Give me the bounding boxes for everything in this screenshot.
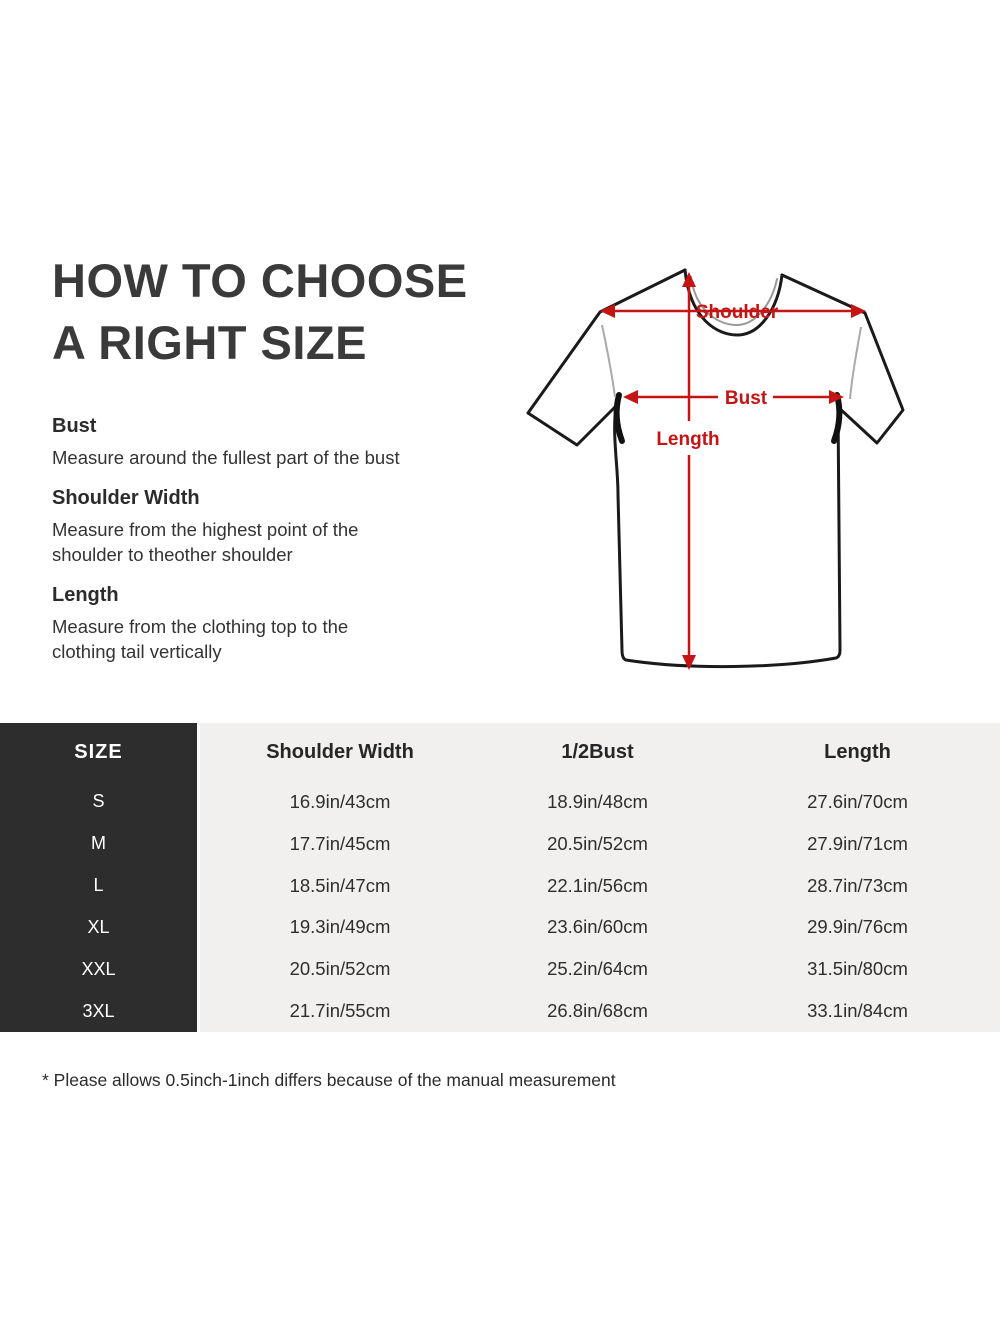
length-description-line2: clothing tail vertically (52, 641, 222, 662)
measurement-cell: 20.5in/52cm (200, 948, 480, 990)
size-table (0, 723, 1000, 1032)
measurement-cell: 21.7in/55cm (200, 990, 480, 1032)
size-table-header-bust: 1/2Bust (480, 723, 715, 781)
measurement-cell: 20.5in/52cm (480, 823, 715, 865)
shoulder-width-heading: Shoulder Width (52, 487, 200, 509)
length-description-line1: Measure from the clothing top to the (52, 616, 349, 637)
measuring-guide (52, 250, 497, 680)
guide-section-shoulder (52, 486, 497, 567)
measurement-cell: 27.6in/70cm (715, 781, 1000, 823)
guide-section-bust (52, 414, 497, 470)
bust-heading: Bust (52, 415, 97, 437)
measurement-cell: 17.7in/45cm (200, 823, 480, 865)
size-table-header-shoulder: Shoulder Width (200, 723, 480, 781)
size-table-header-size: SIZE (0, 723, 197, 781)
size-label-3xl: 3XL (0, 990, 197, 1032)
tshirt-outline-svg (500, 245, 940, 700)
measurement-cell: 27.9in/71cm (715, 823, 1000, 865)
measurement-cell: 23.6in/60cm (480, 906, 715, 948)
size-table-header-length: Length (715, 723, 1000, 781)
measurement-cell: 18.5in/47cm (200, 865, 480, 907)
bust-description: Measure around the fullest part of the bust (52, 447, 400, 468)
measurement-cell: 33.1in/84cm (715, 990, 1000, 1032)
size-label-s: S (0, 781, 197, 823)
size-label-xxl: XXL (0, 948, 197, 990)
page-title-line1: HOW TO CHOOSE (52, 254, 468, 307)
measurement-disclaimer: * Please allows 0.5inch-1inch differs because of the manual measurement (42, 1070, 616, 1090)
size-label-l: L (0, 865, 197, 907)
size-label-m: M (0, 823, 197, 865)
measurement-cell: 28.7in/73cm (715, 865, 1000, 907)
length-arrow-label: Length (656, 429, 720, 450)
length-heading: Length (52, 584, 119, 606)
measurement-cell: 19.3in/49cm (200, 906, 480, 948)
shoulder-arrow-label: Shoulder (695, 302, 779, 323)
measurement-cell: 18.9in/48cm (480, 781, 715, 823)
shoulder-description-line1: Measure from the highest point of the (52, 519, 359, 540)
page-title-line2: A RIGHT SIZE (52, 316, 367, 369)
measurement-cell: 26.8in/68cm (480, 990, 715, 1032)
measurement-cell: 16.9in/43cm (200, 781, 480, 823)
guide-section-length (52, 583, 497, 664)
size-label-xl: XL (0, 906, 197, 948)
measurement-cell: 22.1in/56cm (480, 865, 715, 907)
bust-arrow-label: Bust (724, 388, 768, 409)
shoulder-description-line2: shoulder to theother shoulder (52, 544, 293, 565)
page-title (52, 250, 497, 374)
tshirt-measurement-diagram (500, 245, 940, 700)
measurement-cell: 31.5in/80cm (715, 948, 1000, 990)
measurement-cell: 25.2in/64cm (480, 948, 715, 990)
measurement-cell: 29.9in/76cm (715, 906, 1000, 948)
